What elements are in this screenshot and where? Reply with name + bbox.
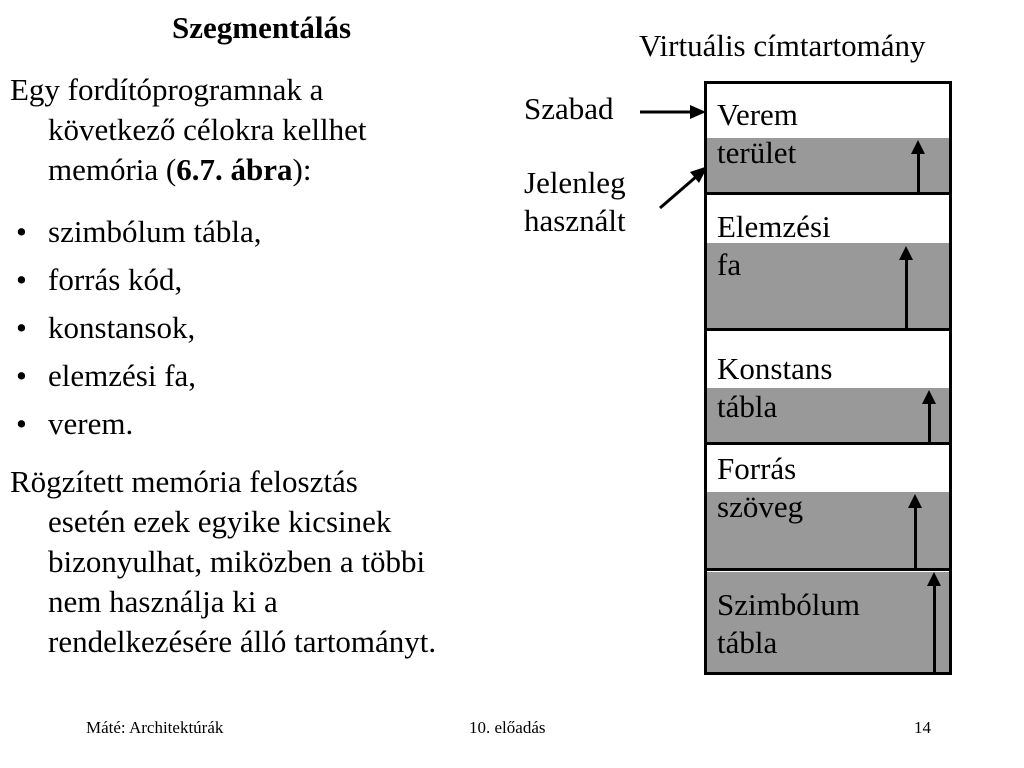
segment-divider	[707, 442, 949, 445]
intro-line-3-pre: memória (	[48, 152, 177, 187]
used-label-line-2: használt	[524, 203, 626, 238]
segment-label-line-2: terület	[717, 135, 797, 170]
segment-label-line-2: fa	[717, 247, 742, 282]
paragraph-line-2: esetén ezek egyike kicsinek	[48, 504, 392, 539]
segment-label-symbol-table	[717, 586, 860, 662]
intro-line-2: következő célokra kellhet	[48, 112, 367, 147]
segment-divider	[707, 568, 949, 571]
bullet-dot: •	[16, 406, 27, 441]
figure-reference: 6.7. ábra	[176, 152, 293, 187]
segment-label-parse-tree	[717, 208, 831, 284]
bullet-dot: •	[16, 262, 27, 297]
growth-arrow-parse-tree	[905, 252, 908, 328]
segment-label-line-2: szöveg	[717, 489, 804, 524]
bullet-text: forrás kód,	[48, 262, 183, 297]
segment-label-line-2: tábla	[717, 389, 778, 424]
footer-lecture: 10. előadás	[469, 718, 546, 737]
paragraph-line-1: Rögzített memória felosztás	[10, 464, 358, 499]
segment-label-constant-table	[717, 350, 832, 426]
bullet-text: konstansok,	[48, 310, 196, 345]
segment-label-source-text	[717, 450, 803, 526]
paragraph-line-3: bizonyulhat, miközben a többi	[48, 544, 426, 579]
segment-label-line-1: Verem	[717, 97, 798, 132]
footer-author: Máté: Architektúrák	[86, 718, 224, 737]
bullet-dot: •	[16, 358, 27, 393]
slide-title: Szegmentálás	[172, 10, 352, 45]
used-label-line-1: Jelenleg	[524, 165, 626, 200]
bullet-dot: •	[16, 310, 27, 345]
intro-line-1: Egy fordítóprogramnak a	[10, 72, 324, 107]
segment-label-line-1: Konstans	[717, 351, 833, 386]
bullet-dot: •	[16, 214, 27, 249]
segment-label-line-1: Elemzési	[717, 209, 831, 244]
growth-arrow-stack	[917, 146, 920, 192]
free-label: Szabad	[524, 91, 614, 126]
segment-label-stack	[717, 96, 798, 172]
intro-line-3-post: ):	[292, 152, 312, 187]
paragraph-line-4: nem használja ki a	[48, 584, 278, 619]
free-pointer-arrow	[640, 105, 706, 119]
growth-arrow-source-text	[914, 500, 917, 568]
diagram-title: Virtuális címtartomány	[639, 28, 926, 63]
bullet-text: elemzési fa,	[48, 358, 197, 393]
segment-label-line-1: Szimbólum	[717, 587, 860, 622]
bullet-text: szimbólum tábla,	[48, 214, 262, 249]
virtual-address-space	[704, 81, 952, 675]
paragraph-line-5: rendelkezésére álló tartományt.	[48, 624, 437, 659]
segment-label-line-2: tábla	[717, 625, 778, 660]
growth-arrow-constant-table	[928, 396, 931, 442]
bullet-text: verem.	[48, 406, 134, 441]
used-pointer-arrow	[660, 166, 708, 208]
segment-divider	[707, 192, 949, 195]
segment-label-line-1: Forrás	[717, 451, 797, 486]
footer-page-number: 14	[914, 718, 931, 737]
growth-arrow-symbol-table	[933, 578, 936, 672]
segment-divider	[707, 328, 949, 331]
